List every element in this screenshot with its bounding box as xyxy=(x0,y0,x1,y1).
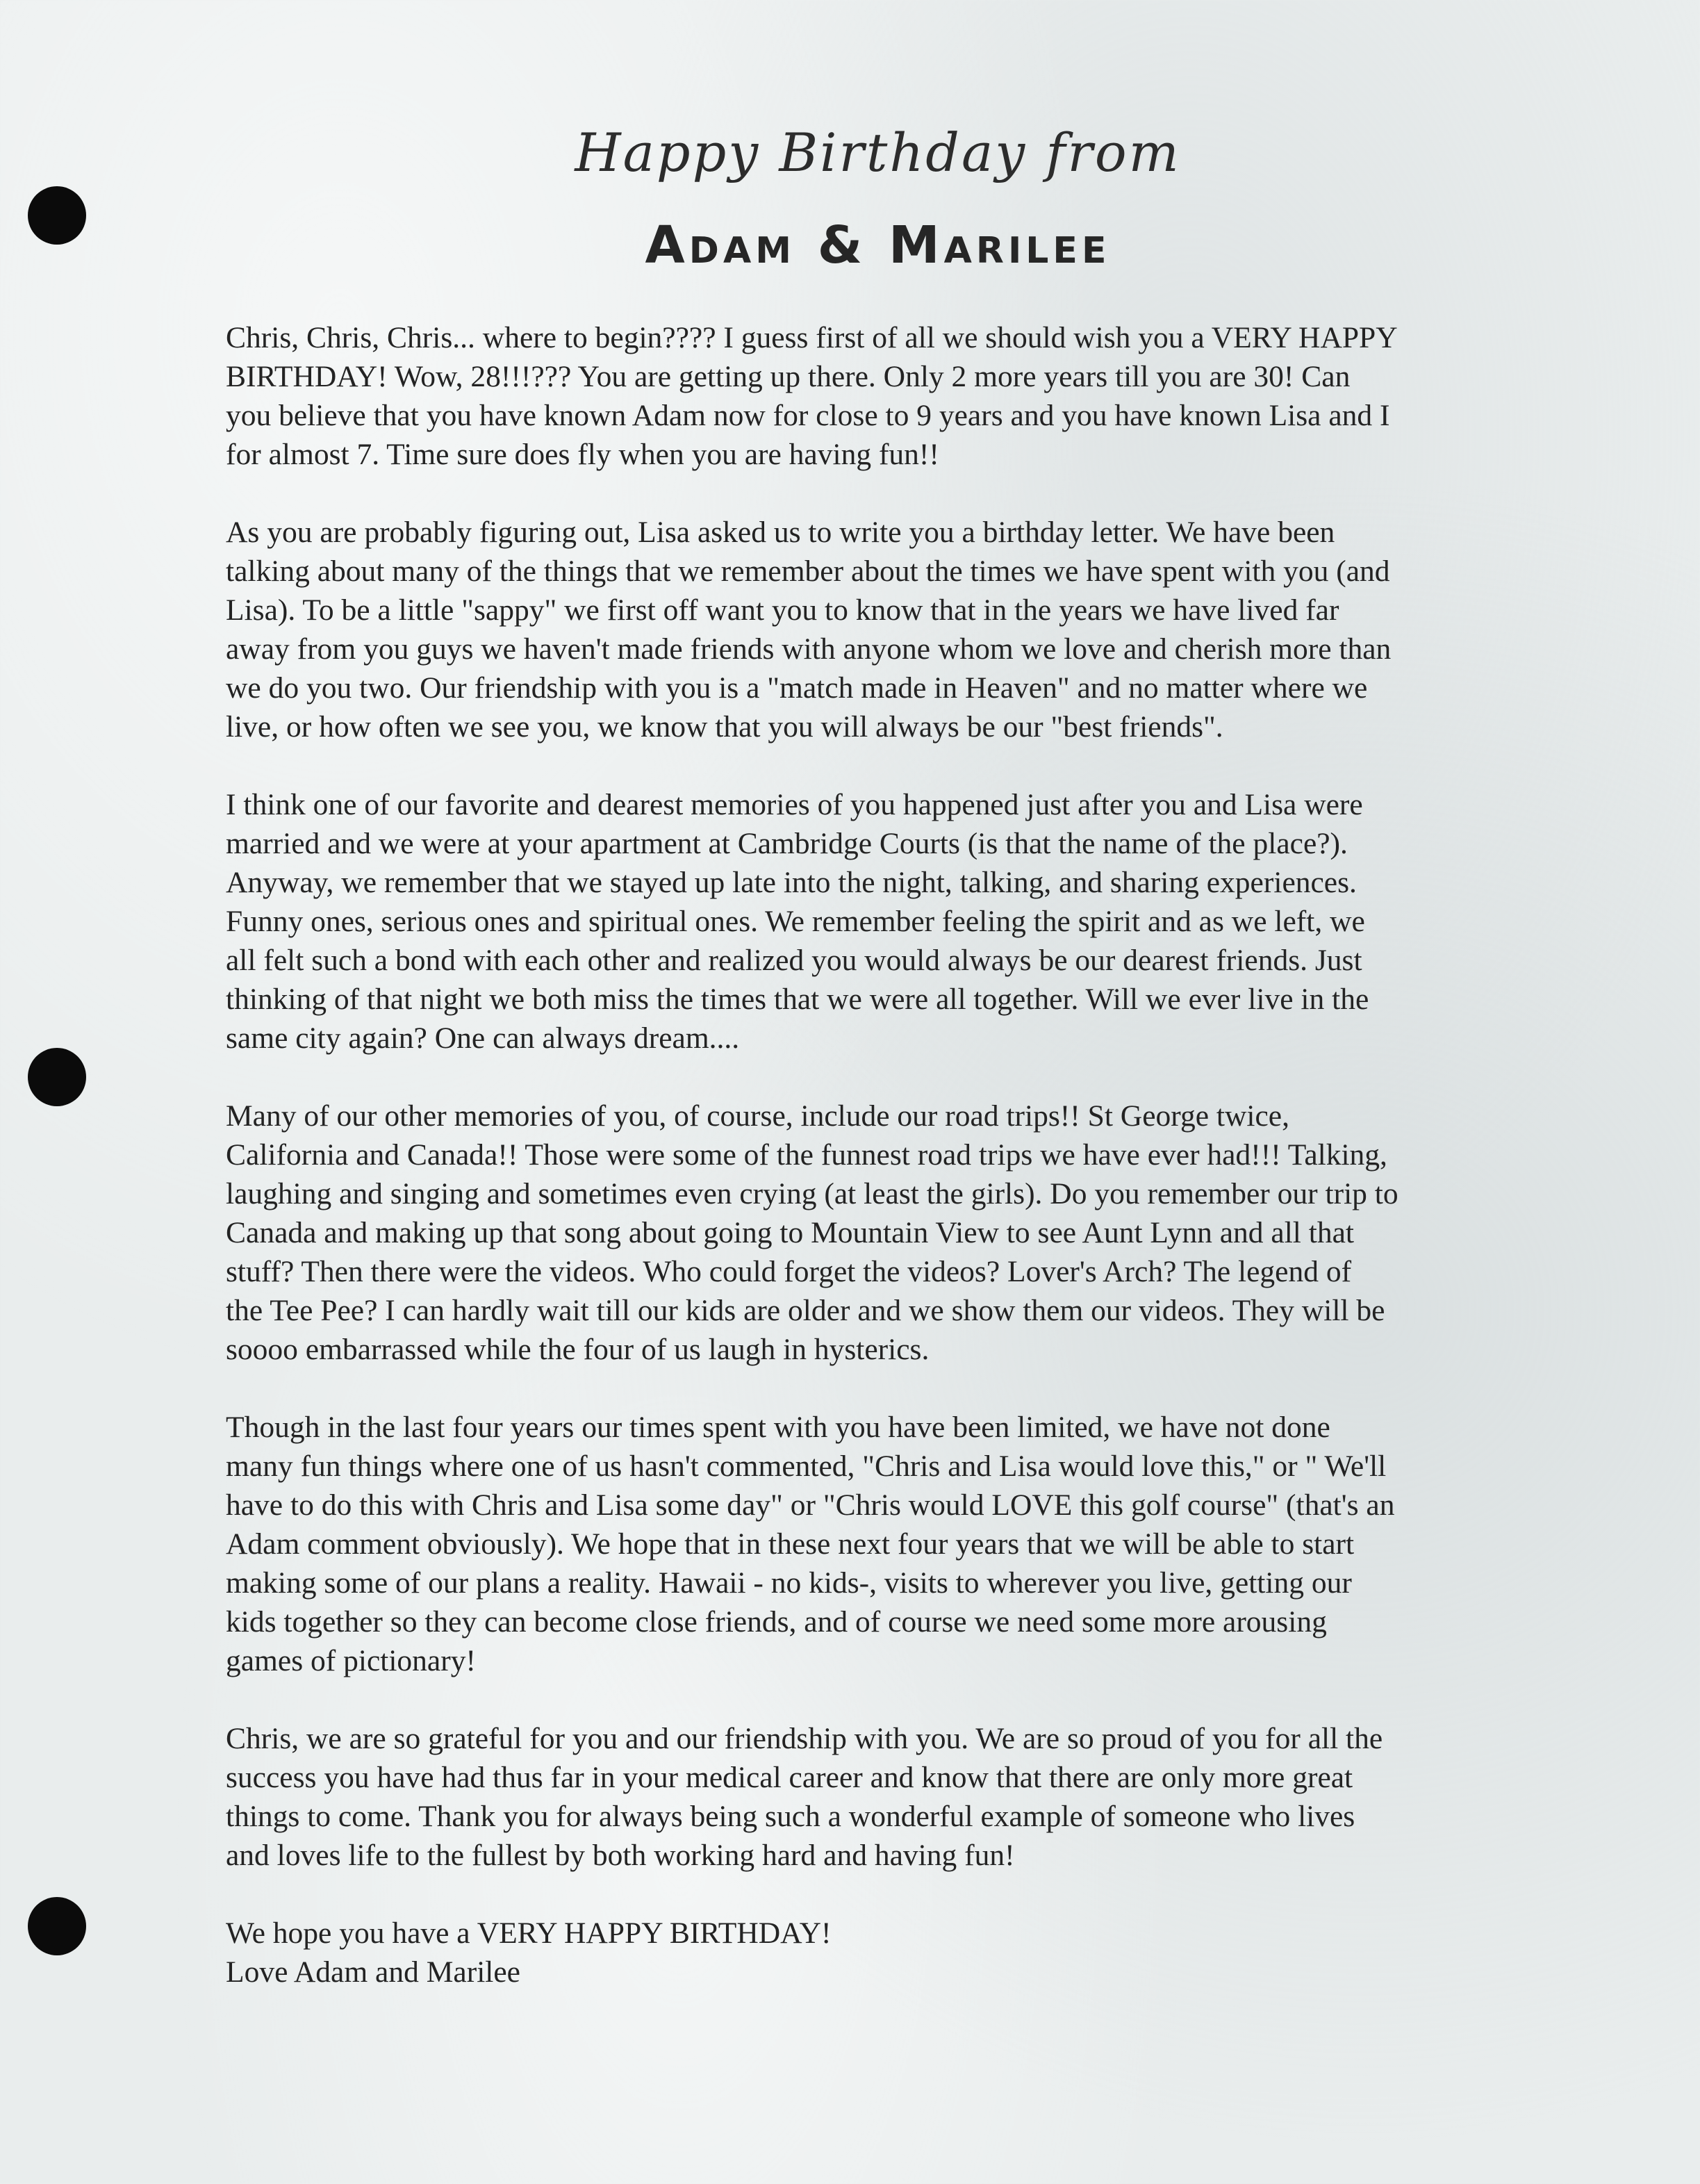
punch-hole-middle xyxy=(28,1048,86,1106)
text-line: I think one of our favorite and dearest memories of you happened just after you and Lisa were xyxy=(226,788,1363,821)
paragraph-4 xyxy=(226,1097,1549,1369)
text-line: married and we were at your apartment at Cambridge Courts (is that the name of the place?). xyxy=(226,827,1348,860)
signature: Love Adam and Marilee xyxy=(226,1955,520,1989)
text-line: thinking of that night we both miss the times that we were all together. Will we ever live in the xyxy=(226,983,1369,1016)
text-line: Anyway, we remember that we stayed up late into the night, talking, and sharing experiences. xyxy=(226,866,1357,899)
paragraph-1 xyxy=(226,318,1549,474)
text-line: Chris, we are so grateful for you and our friendship with you. We are so proud of you for all the xyxy=(226,1722,1383,1755)
closing-paragraph xyxy=(226,1914,1549,1992)
text-line: success you have had thus far in your medical career and know that there are only more great xyxy=(226,1761,1353,1794)
script-heading: Happy Birthday from xyxy=(575,122,1181,183)
text-line: things to come. Thank you for always being such a wonderful example of someone who lives xyxy=(226,1800,1355,1833)
text-line: BIRTHDAY! Wow, 28!!!??? You are getting up there. Only 2 more years till you are 30! Can xyxy=(226,360,1351,393)
text-line: Chris, Chris, Chris... where to begin???? I guess first of all we should wish you a VERY HAPPY xyxy=(226,321,1398,354)
text-line: Adam comment obviously). We hope that in these next four years that we will be able to start xyxy=(226,1527,1355,1561)
letter-body xyxy=(226,318,1549,1992)
text-line: same city again? One can always dream.... xyxy=(226,1021,740,1055)
text-line: for almost 7. Time sure does fly when you are having fun!! xyxy=(226,438,939,471)
text-line: Though in the last four years our times spent with you have been limited, we have not done xyxy=(226,1411,1330,1444)
text-line: Many of our other memories of you, of course, include our road trips!! St George twice, xyxy=(226,1099,1289,1133)
text-line: kids together so they can become close friends, and of course we need some more arousing xyxy=(226,1605,1327,1639)
text-line: talking about many of the things that we remember about the times we have spent with you (and xyxy=(226,555,1390,588)
text-line: Funny ones, serious ones and spiritual ones. We remember feeling the spirit and as we left, we xyxy=(226,905,1365,938)
text-line: all felt such a bond with each other and realized you would always be our dearest friends. Just xyxy=(226,944,1362,977)
text-line: games of pictionary! xyxy=(226,1644,476,1677)
text-line: laughing and singing and sometimes even crying (at least the girls). Do you remember our trip to xyxy=(226,1177,1398,1210)
text-line: you believe that you have known Adam now for close to 9 years and you have known Lisa and I xyxy=(226,399,1390,432)
text-line: and loves life to the fullest by both working hard and having fun! xyxy=(226,1839,1015,1872)
text-line: we do you two. Our friendship with you is a "match made in Heaven" and no matter where we xyxy=(226,671,1368,705)
text-line: making some of our plans a reality. Hawaii - no kids-, visits to wherever you live, getting our xyxy=(226,1566,1352,1600)
paragraph-2 xyxy=(226,513,1549,746)
text-line: live, or how often we see you, we know that you will always be our "best friends". xyxy=(226,710,1223,744)
paragraph-5 xyxy=(226,1408,1549,1680)
text-line: Canada and making up that song about going to Mountain View to see Aunt Lynn and all that xyxy=(226,1216,1354,1249)
text-line: soooo embarrassed while the four of us laugh in hysterics. xyxy=(226,1333,930,1366)
text-line: have to do this with Chris and Lisa some day" or "Chris would LOVE this golf course" (that's an xyxy=(226,1488,1395,1522)
paragraph-6 xyxy=(226,1719,1549,1875)
text-line: Lisa). To be a little "sappy" we first off want you to know that in the years we have lived far xyxy=(226,593,1339,627)
paragraph-3 xyxy=(226,785,1549,1058)
names-heading: Adam & Marilee xyxy=(645,215,1111,275)
text-line: California and Canada!! Those were some of the funnest road trips we have ever had!!! Talking, xyxy=(226,1138,1387,1172)
punch-hole-bottom xyxy=(28,1897,86,1955)
text-line: away from you guys we haven't made friends with anyone whom we love and cherish more than xyxy=(226,632,1392,666)
text-line: As you are probably figuring out, Lisa asked us to write you a birthday letter. We have been xyxy=(226,516,1335,549)
text-line: stuff? Then there were the videos. Who could forget the videos? Lover's Arch? The legend of xyxy=(226,1255,1352,1288)
text-line: many fun things where one of us hasn't commented, "Chris and Lisa would love this," or " We'll xyxy=(226,1450,1387,1483)
text-line: the Tee Pee? I can hardly wait till our kids are older and we show them our videos. They will be xyxy=(226,1294,1385,1327)
closing-wish: We hope you have a VERY HAPPY BIRTHDAY! xyxy=(226,1916,832,1950)
